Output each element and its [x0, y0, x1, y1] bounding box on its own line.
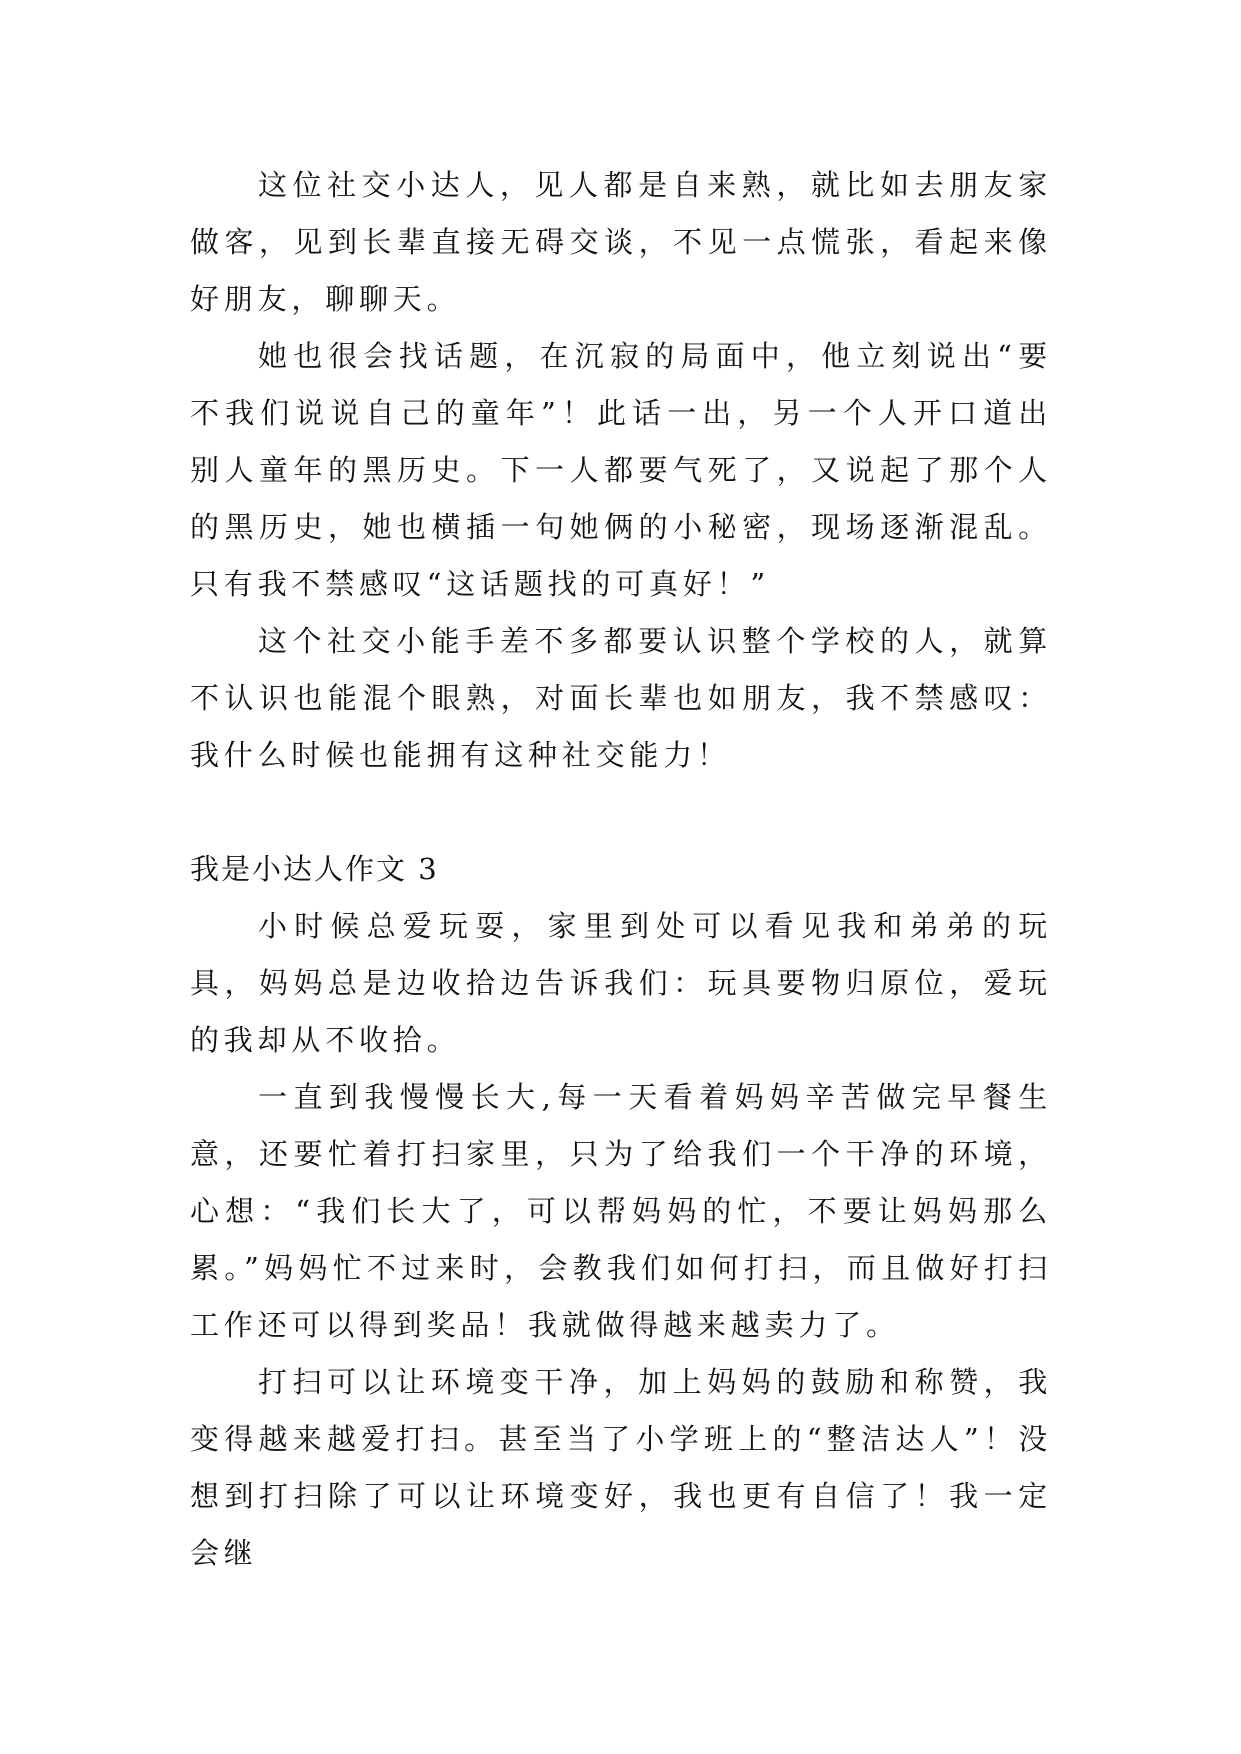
document-body — [190, 157, 1052, 1582]
paragraph-topic-finding: 她也很会找话题，在沉寂的局面中，他立刻说出“要不我们说说自己的童年”！此话一出，另一个人开口道出别人童年的黑历史。下一人都要气死了，又说起了那个人的黑历史，她也横插一句她俩的小秘密，现场逐渐混乱。只有我不禁感叹“这话题找的可真好！” — [190, 339, 1052, 601]
paragraph-helping-mom: 一直到我慢慢长大,每一天看着妈妈辛苦做完早餐生意，还要忙着打扫家里，只为了给我们一个干净的环境，心想：“我们长大了，可以帮妈妈的忙，不要让妈妈那么累。”妈妈忙不过来时，会教我们如何打扫，而且做好打扫工作还可以得到奖品！我就做得越来越卖力了。 — [190, 1080, 1052, 1342]
paragraph-childhood-toys: 小时候总爱玩耍，家里到处可以看见我和弟弟的玩具，妈妈总是边收拾边告诉我们：玩具要物归原位，爱玩的我却从不收拾。 — [190, 909, 1052, 1057]
section-heading: 我是小达人作文 3 — [190, 852, 439, 886]
paragraph-social-expert-intro: 这位社交小达人，见人都是自来熟，就比如去朋友家做客，见到长辈直接无碍交谈，不见一点慌张，看起来像好朋友，聊聊天。 — [190, 168, 1052, 316]
paragraph-social-ability: 这个社交小能手差不多都要认识整个学校的人，就算不认识也能混个眼熟，对面长辈也如朋友，我不禁感叹：我什么时候也能拥有这种社交能力！ — [190, 624, 1052, 772]
paragraph-love-cleaning: 打扫可以让环境变干净，加上妈妈的鼓励和称赞，我变得越来越爱打扫。甚至当了小学班上的“整洁达人”！没想到打扫除了可以让环境变好，我也更有自信了！我一定会继 — [190, 1365, 1052, 1570]
